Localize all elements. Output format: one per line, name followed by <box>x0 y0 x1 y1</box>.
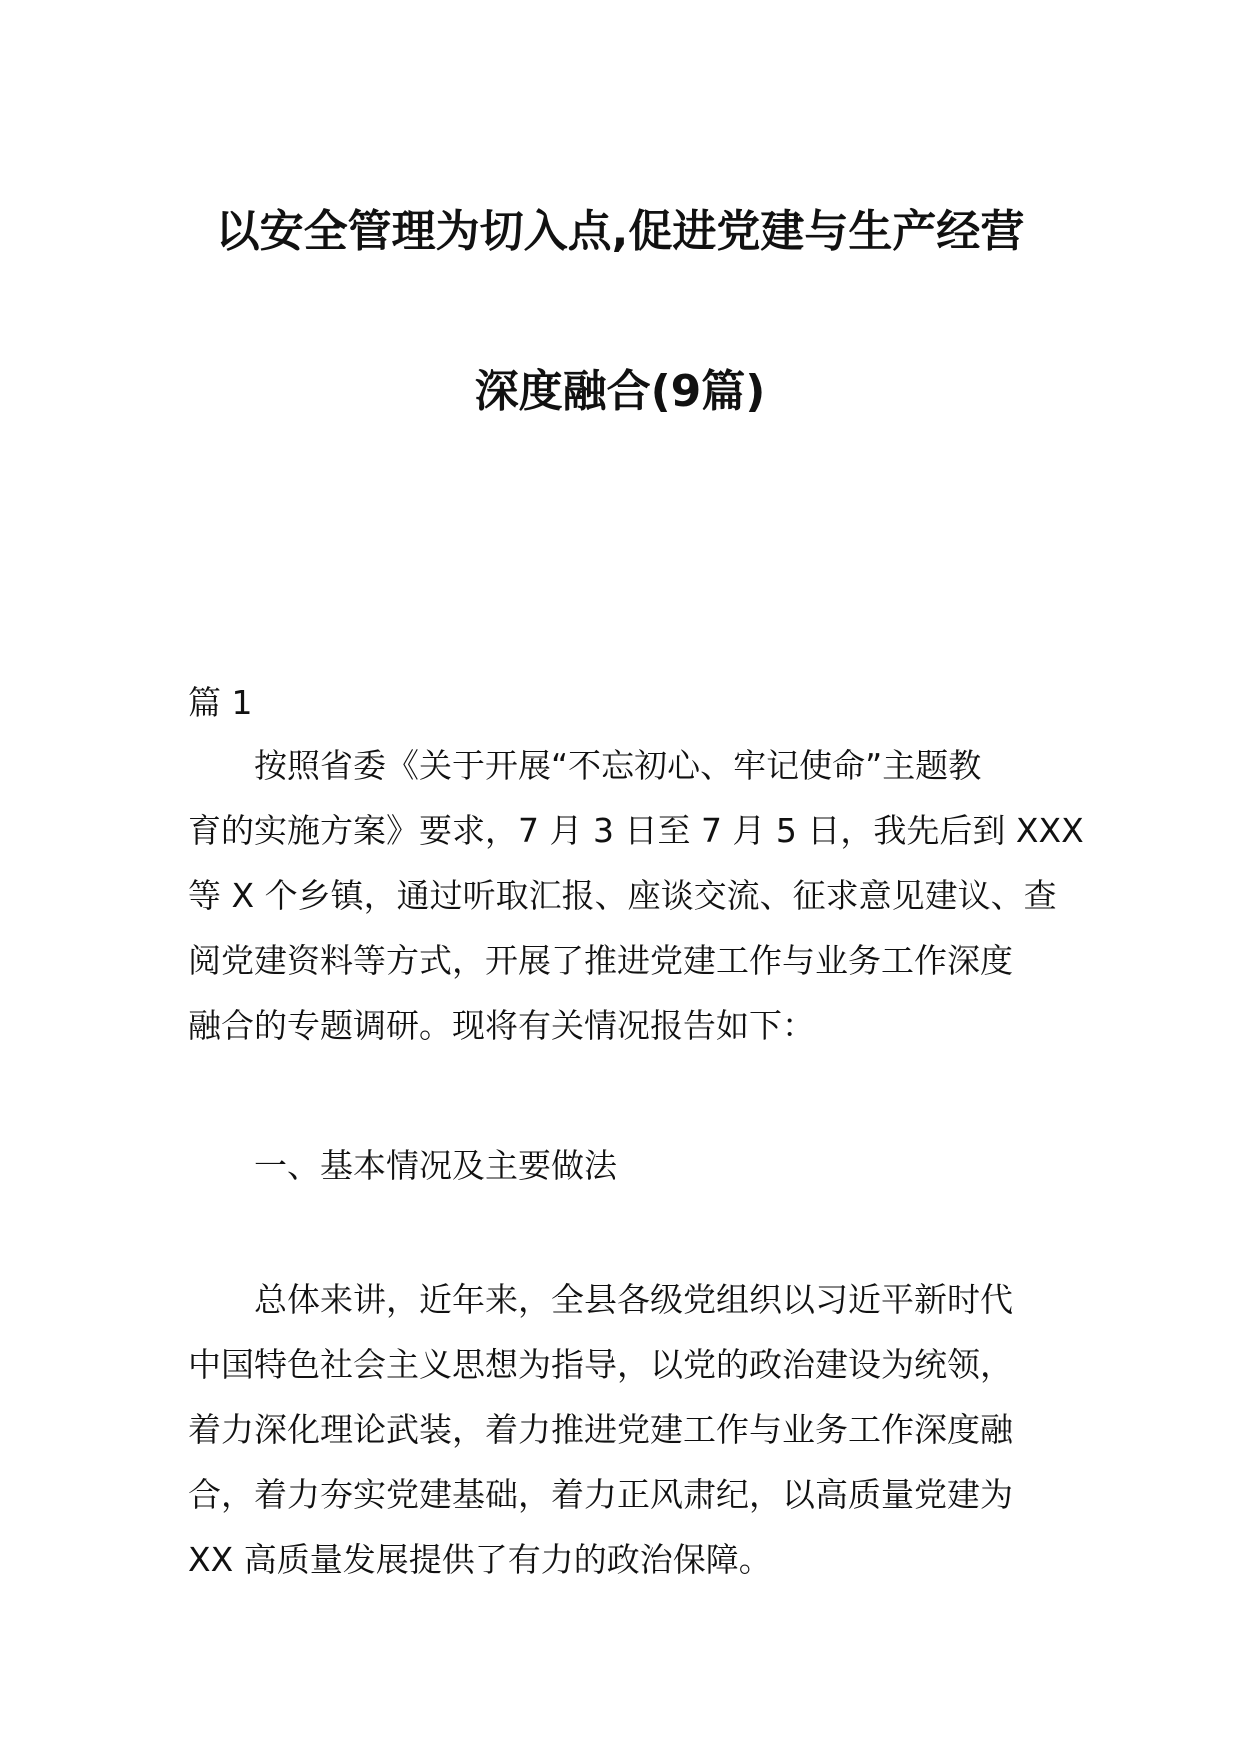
paragraph-1-line: 等 X 个乡镇，通过听取汇报、座谈交流、征求意见建议、查 <box>188 876 1057 915</box>
paragraph-1-line: 按照省委《关于开展“不忘初心、牢记使命”主题教 <box>254 746 982 785</box>
section-heading <box>188 1133 1058 1198</box>
paragraph-1 <box>188 733 1084 1058</box>
paragraph-2-line: 中国特色社会主义思想为指导，以党的政治建设为统领， <box>188 1345 1013 1384</box>
paragraph-2-line: 总体来讲，近年来，全县各级党组织以习近平新时代 <box>254 1280 1013 1319</box>
section-heading-text: 一、基本情况及主要做法 <box>254 1146 617 1185</box>
section-label-text: 篇 1 <box>188 683 253 722</box>
paragraph-1-line: 育的实施方案》要求，7 月 3 日至 7 月 5 日，我先后到 XXX <box>188 811 1084 850</box>
paragraph-2 <box>188 1267 1058 1592</box>
paragraph-2-line: 着力深化理论武装，着力推进党建工作与业务工作深度融 <box>188 1410 1013 1449</box>
paragraph-2-line: 合，着力夯实党建基础，着力正风肃纪，以高质量党建为 <box>188 1475 1013 1514</box>
paragraph-2-line: XX 高质量发展提供了有力的政治保障。 <box>188 1540 772 1579</box>
paragraph-1-line: 融合的专题调研。现将有关情况报告如下： <box>188 1006 815 1045</box>
document-title-line-2: 深度融合(9篇) <box>474 366 766 417</box>
section-label <box>188 670 1058 735</box>
document-title-line-1: 以安全管理为切入点,促进党建与生产经营 <box>215 206 1025 257</box>
paragraph-1-line: 阅党建资料等方式，开展了推进党建工作与业务工作深度 <box>188 941 1013 980</box>
